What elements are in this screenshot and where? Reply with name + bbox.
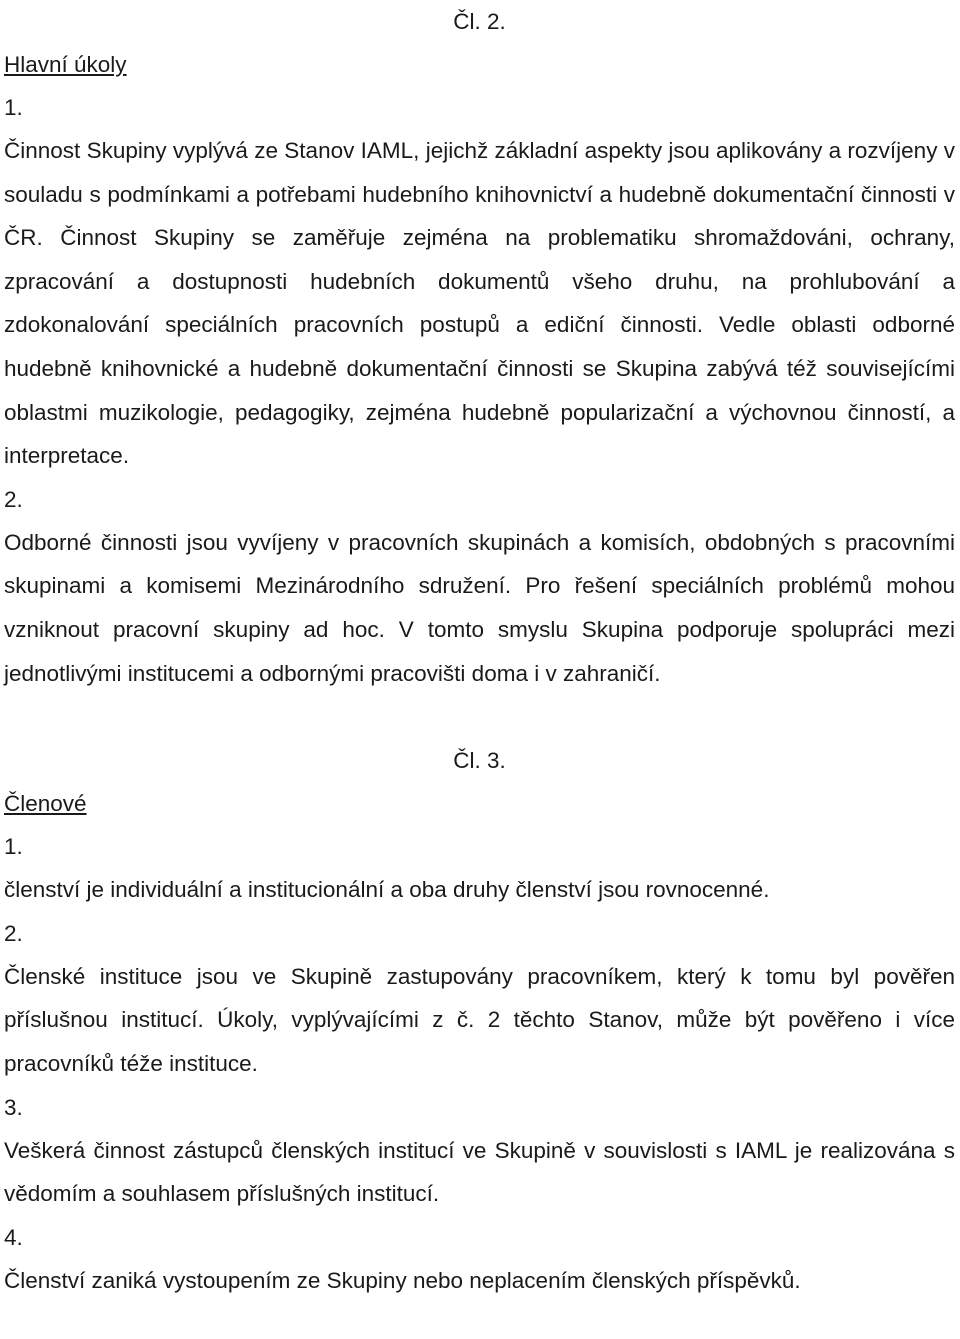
paragraph: členství je individuální a institucionální a oba druhy členství jsou rovnocenné. bbox=[4, 877, 770, 903]
paragraph: Činnost Skupiny vyplývá ze Stanov IAML, jejichž základní aspekty jsou aplikovány a rozvíjeny v souladu s podmínkami a potřebami hudebního knihovnictví a hudebně dokumentační činnosti v ČR. Činnost Skupiny se zaměřuje zejména na problematiku shromaždováni, ochrany, zpracování a dostupnosti hudebních dokumentů všeho druhu, na prohlubování a zdokonalování speciálních pracovních postupů a ediční činnosti. Vedle oblasti odborné hudebně knihovnické a hudebně dokumentační činnosti se Skupina zabývá též souvisejícími oblastmi muzikologie, pedagogiky, zejména hudebně popularizační a výchovnou činností, a interpretace. bbox=[4, 138, 955, 469]
paragraph: Členství zaniká vystoupením ze Skupiny nebo neplacením členských příspěvků. bbox=[4, 1267, 801, 1293]
paragraph-number: 2. bbox=[4, 920, 23, 946]
paragraph: Odborné činnosti jsou vyvíjeny v pracovních skupinách a komisích, obdobných s pracovními skupinami a komisemi Mezinárodního sdružení. Pro řešení speciálních problémů mohou vzniknout pracovní skupiny ad hoc. V tomto smyslu Skupina podporuje spolupráci mezi jednotlivými institucemi a odbornými pracovišti doma i v zahraničí. bbox=[4, 529, 955, 686]
paragraph-number: 1. bbox=[4, 834, 23, 860]
paragraph-number: 4. bbox=[4, 1224, 23, 1250]
paragraph-number: 3. bbox=[4, 1094, 23, 1120]
article-2 bbox=[4, 0, 955, 695]
document-page bbox=[4, 0, 955, 1302]
paragraph-number: 2. bbox=[4, 486, 23, 512]
paragraph: Členské instituce jsou ve Skupině zastupovány pracovníkem, který k tomu byl pověřen příslušnou institucí. Úkoly, vyplývajícími z č. 2 těchto Stanov, může být pověřeno i více pracovníků téže instituce. bbox=[4, 963, 955, 1076]
paragraph-number: 1. bbox=[4, 95, 23, 120]
article-3 bbox=[4, 739, 955, 1302]
paragraph: Veškerá činnost zástupců členských institucí ve Skupině v souvislosti s IAML je realizována s vědomím a souhlasem příslušných institucí. bbox=[4, 1137, 955, 1207]
article-number: Čl. 3. bbox=[453, 748, 506, 774]
section-heading: Hlavní úkoly bbox=[4, 52, 127, 77]
section-spacer bbox=[4, 695, 955, 739]
section-heading: Členové bbox=[4, 791, 87, 817]
article-number: Čl. 2. bbox=[453, 9, 506, 34]
